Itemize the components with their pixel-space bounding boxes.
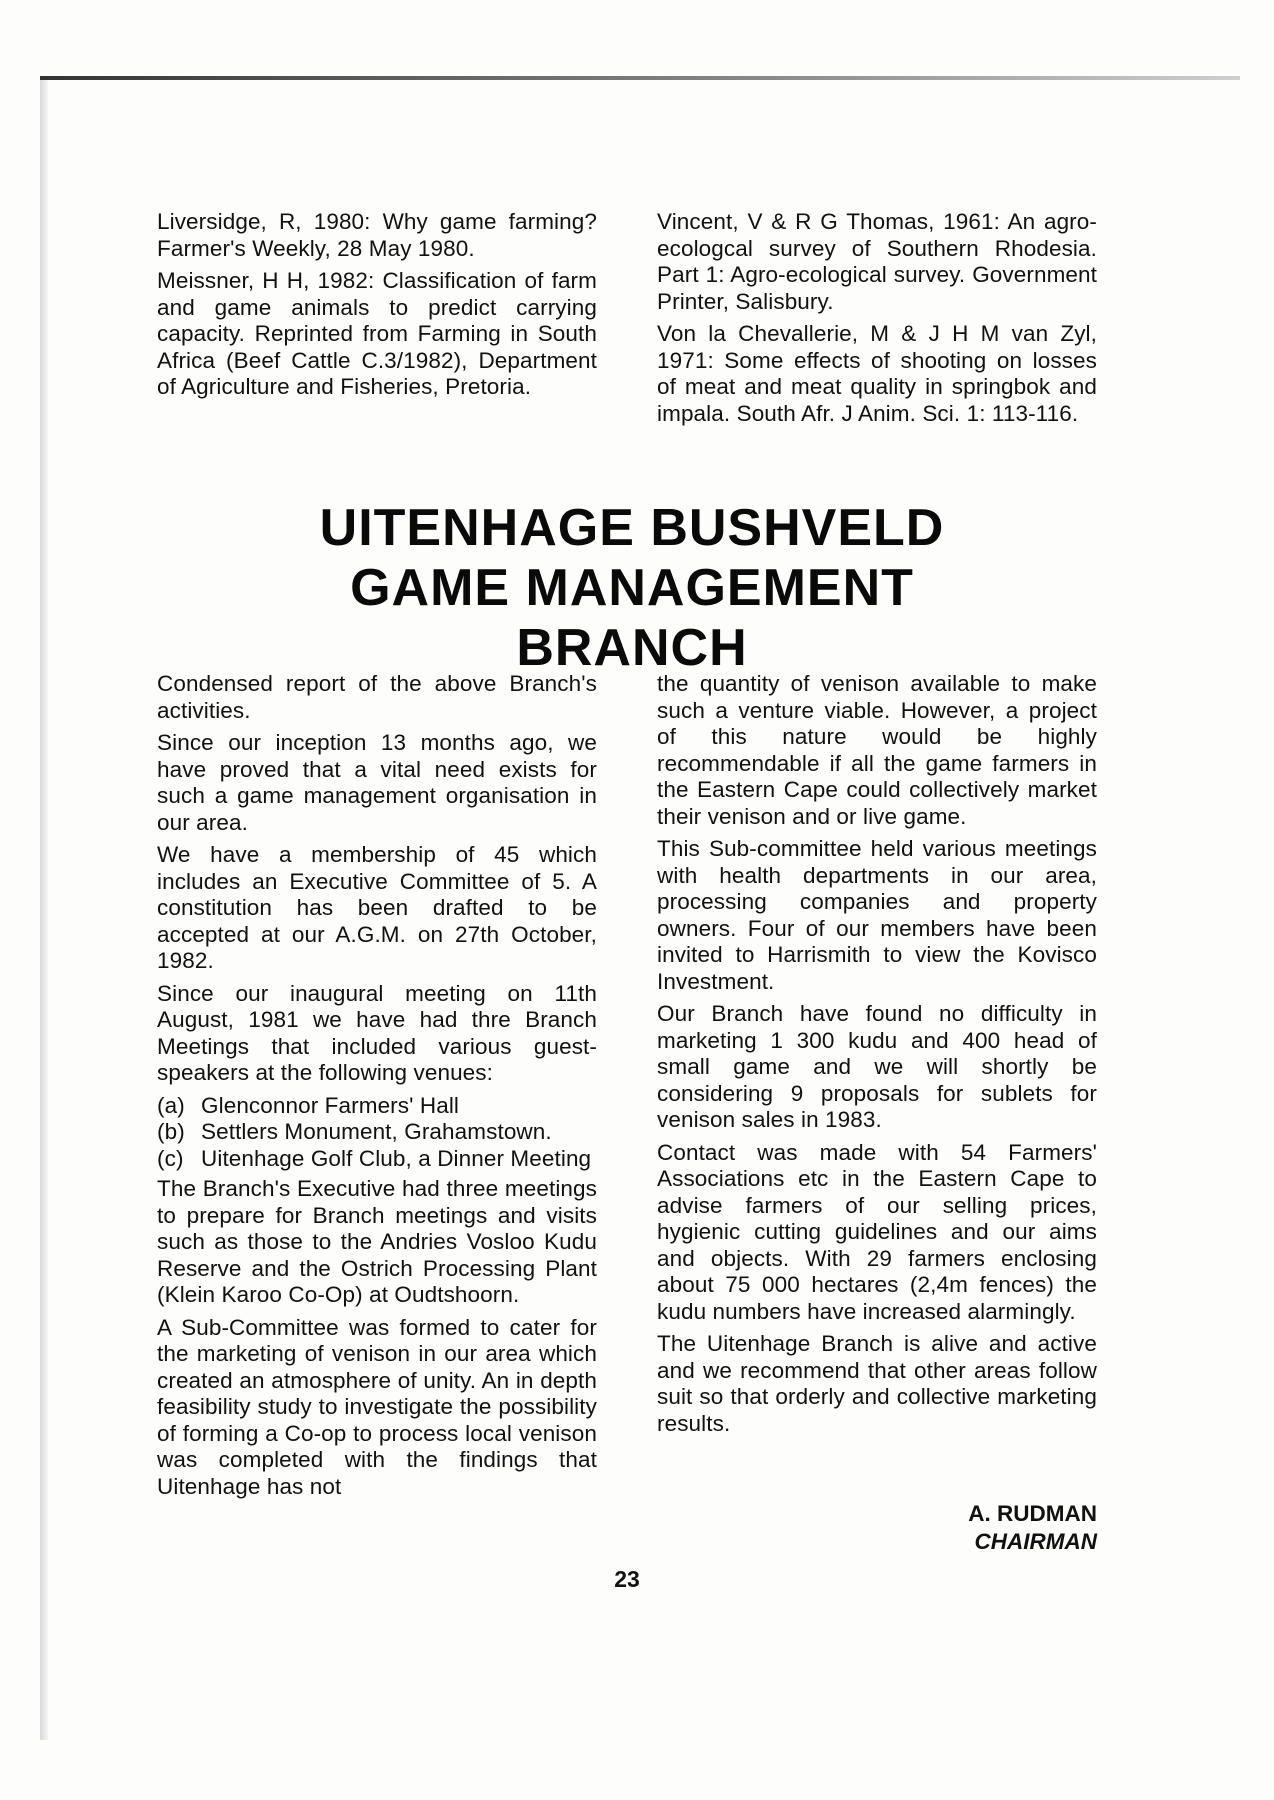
paragraph: We have a membership of 45 which includes an Executive Committee of 5. A constitution has been drafted to be accepted at our A.G.M. on 27th October, 1982. xyxy=(157,842,597,973)
list-item xyxy=(157,1093,597,1120)
signature-block xyxy=(657,1500,1097,1556)
title-line: UITENHAGE BUSHVELD xyxy=(319,499,945,557)
title-line: BRANCH xyxy=(516,619,748,677)
paragraph: Since our inaugural meeting on 11th August, 1981 we have had thre Branch Meetings that included various guest-speakers at the following venues: xyxy=(157,980,597,1085)
references-left-column xyxy=(157,209,597,407)
venues-list xyxy=(157,1093,597,1173)
paragraph: The Uitenhage Branch is alive and active and we recommend that other areas follow suit so that orderly and collective marketing results. xyxy=(657,1331,1097,1436)
list-item-text: Uitenhage Golf Club, a Dinner Meeting xyxy=(201,1145,592,1171)
paragraph: Condensed report of the above Branch's activities. xyxy=(157,671,597,723)
reference-entry: Liversidge, R, 1980: Why game farming? Farmer's Weekly, 28 May 1980. xyxy=(157,209,597,261)
reference-entry: Meissner, H H, 1982: Classification of farm and game animals to predict carrying capacity. Reprinted from Farming in South Africa (Beef Cattle C.3/1982), Department of Agriculture and Fisheries, Pretoria. xyxy=(157,268,597,399)
paragraph: The Branch's Executive had three meetings to prepare for Branch meetings and visits such as those to the Andries Vosloo Kudu Reserve and the Ostrich Processing Plant (Klein Karoo Co-Op) at Oudtshoorn. xyxy=(157,1176,597,1307)
top-rule xyxy=(40,76,1240,80)
list-marker: (b) xyxy=(157,1119,185,1144)
paragraph: This Sub-committee held various meetings with health departments in our area, processing companies and property owners. Four of our members have been invited to Harrismith to view the Kovisco Investment. xyxy=(657,836,1097,994)
signature-role: CHAIRMAN xyxy=(974,1529,1097,1554)
article-left-column xyxy=(157,671,597,1506)
article-title xyxy=(157,498,1107,678)
page-number: 23 xyxy=(614,1566,640,1592)
paragraph: Our Branch have found no difficulty in marketing 1 300 kudu and 400 head of small game and we will shortly be considering 9 proposals for sublets for venison sales in 1983. xyxy=(657,1001,1097,1132)
signature-name: A. RUDMAN xyxy=(968,1501,1097,1526)
page-edge-shadow xyxy=(40,80,48,1740)
paragraph: Since our inception 13 months ago, we have proved that a vital need exists for such a game management organisation in our area. xyxy=(157,730,597,835)
title-line: GAME MANAGEMENT xyxy=(350,559,914,617)
list-item xyxy=(157,1146,597,1173)
paragraph: A Sub-Committee was formed to cater for the marketing of venison in our area which created an atmosphere of unity. An in depth feasibility study to investigate the possibility of forming a Co-op to process local venison was completed with the findings that Uitenhage has not xyxy=(157,1314,597,1499)
list-item xyxy=(157,1119,597,1146)
reference-entry: Von la Chevallerie, M & J H M van Zyl, 1971: Some effects of shooting on losses of meat and meat quality in springbok and impala. South Afr. J Anim. Sci. 1: 113-116. xyxy=(657,321,1097,426)
paragraph: the quantity of venison available to make such a venture viable. However, a project of this nature would be highly recommendable if all the game farmers in the Eastern Cape could collectively market their venison and or live game. xyxy=(657,671,1097,829)
paragraph: Contact was made with 54 Farmers' Associations etc in the Eastern Cape to advise farmers of our selling prices, hygienic cutting guidelines and our aims and objects. With 29 farmers enclosing about 75 000 hectares (2,4m fences) the kudu numbers have increased alarmingly. xyxy=(657,1139,1097,1324)
references-right-column xyxy=(657,209,1097,433)
reference-entry: Vincent, V & R G Thomas, 1961: An agro-ecologcal survey of Southern Rhodesia. Part 1: Agro-ecological survey. Government Printer, Salisbury. xyxy=(657,209,1097,314)
list-marker: (c) xyxy=(157,1145,184,1171)
list-marker: (a) xyxy=(157,1092,185,1118)
list-item-text: Glenconnor Farmers' Hall xyxy=(201,1092,460,1118)
article-right-column xyxy=(657,671,1097,1443)
list-item-text: Settlers Monument, Grahamstown. xyxy=(201,1119,552,1144)
